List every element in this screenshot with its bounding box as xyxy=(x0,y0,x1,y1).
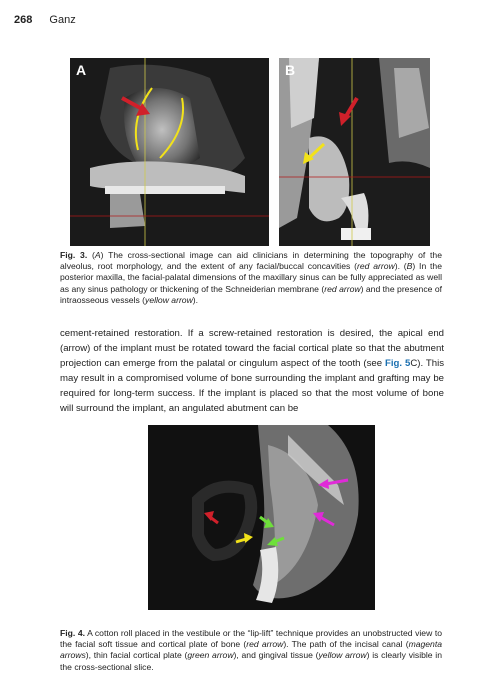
caption-segment: ) and the presence of intraosseous vessels ( xyxy=(60,283,443,305)
figure-3-caption xyxy=(60,250,442,306)
figure-4-caption xyxy=(60,628,442,673)
caption-emphasis: yellow arrow xyxy=(318,650,367,661)
figure-3-panel-a xyxy=(70,58,269,246)
ct-scan-image xyxy=(70,58,269,246)
caption-emphasis: B xyxy=(406,261,413,272)
caption-emphasis: red arrow xyxy=(356,261,395,272)
caption-emphasis: magenta arrows xyxy=(60,639,443,661)
caption-segment: ) In the posterior maxilla, the facial-palatal dimensions of the maxillary sinus can be fully appreciated as well as any sinus pathology or thickening of the Schneiderian membrane ( xyxy=(60,261,442,294)
page-number: 268 xyxy=(14,14,33,26)
caption-label: Fig. 4. xyxy=(60,628,85,638)
caption-segment: ). xyxy=(192,294,199,305)
caption-segment: ) The cross-sectional image can aid clinicians in determining the topography of the alveolus, root morphology, and the extent of any facial/buccal concavities ( xyxy=(60,250,442,272)
caption-text xyxy=(60,628,442,672)
caption-emphasis: red arrow xyxy=(324,283,361,294)
figure-3 xyxy=(70,58,430,246)
body-paragraph xyxy=(60,326,444,416)
caption-emphasis: green arrow xyxy=(187,650,234,661)
caption-segment: ), and gingival tissue ( xyxy=(233,650,319,661)
caption-emphasis: red arrow xyxy=(246,639,284,650)
body-text-2: C). This may result in a compromised volume of bone surrounding the implant and grafting may be required for long-term success. If the implant is placed so that the most volume of bone will surround the implant, an angulated abutment can be xyxy=(60,358,444,414)
figure-5-link[interactable]: Fig. 5 xyxy=(385,358,411,369)
caption-text xyxy=(60,250,442,305)
caption-segment: ( xyxy=(87,250,95,260)
caption-segment: ). ( xyxy=(394,261,407,272)
running-author: Ganz xyxy=(49,14,76,26)
ct-scan-image xyxy=(279,58,430,246)
caption-segment: ) is clearly visible in the cross-sectional slice. xyxy=(60,650,442,672)
running-header xyxy=(14,14,76,26)
ct-scan-image xyxy=(148,425,375,610)
figure-3-panel-b xyxy=(279,58,430,246)
panel-a-label: A xyxy=(76,62,87,78)
caption-emphasis: yellow arrow xyxy=(145,294,193,305)
caption-segment: ). The path of the incisal canal ( xyxy=(283,639,409,650)
body-text-1: cement-retained restoration. If a screw-retained restoration is desired, the apical end (arrow) of the implant must be rotated toward the facial cortical plate so that the abutment projection can emerge from the palatal or cingulum aspect of the tooth (see xyxy=(60,328,444,369)
caption-emphasis: A xyxy=(94,250,101,260)
figure-4 xyxy=(148,425,375,610)
caption-segment: A cotton roll placed in the vestibule or the “lip-lift” technique provides an unobstructed view to the facial soft tissue and cortical plate of bone ( xyxy=(60,628,442,650)
panel-b-label: B xyxy=(285,62,296,78)
caption-segment: ), thin facial cortical plate ( xyxy=(85,650,188,661)
caption-label: Fig. 3. xyxy=(60,250,88,260)
